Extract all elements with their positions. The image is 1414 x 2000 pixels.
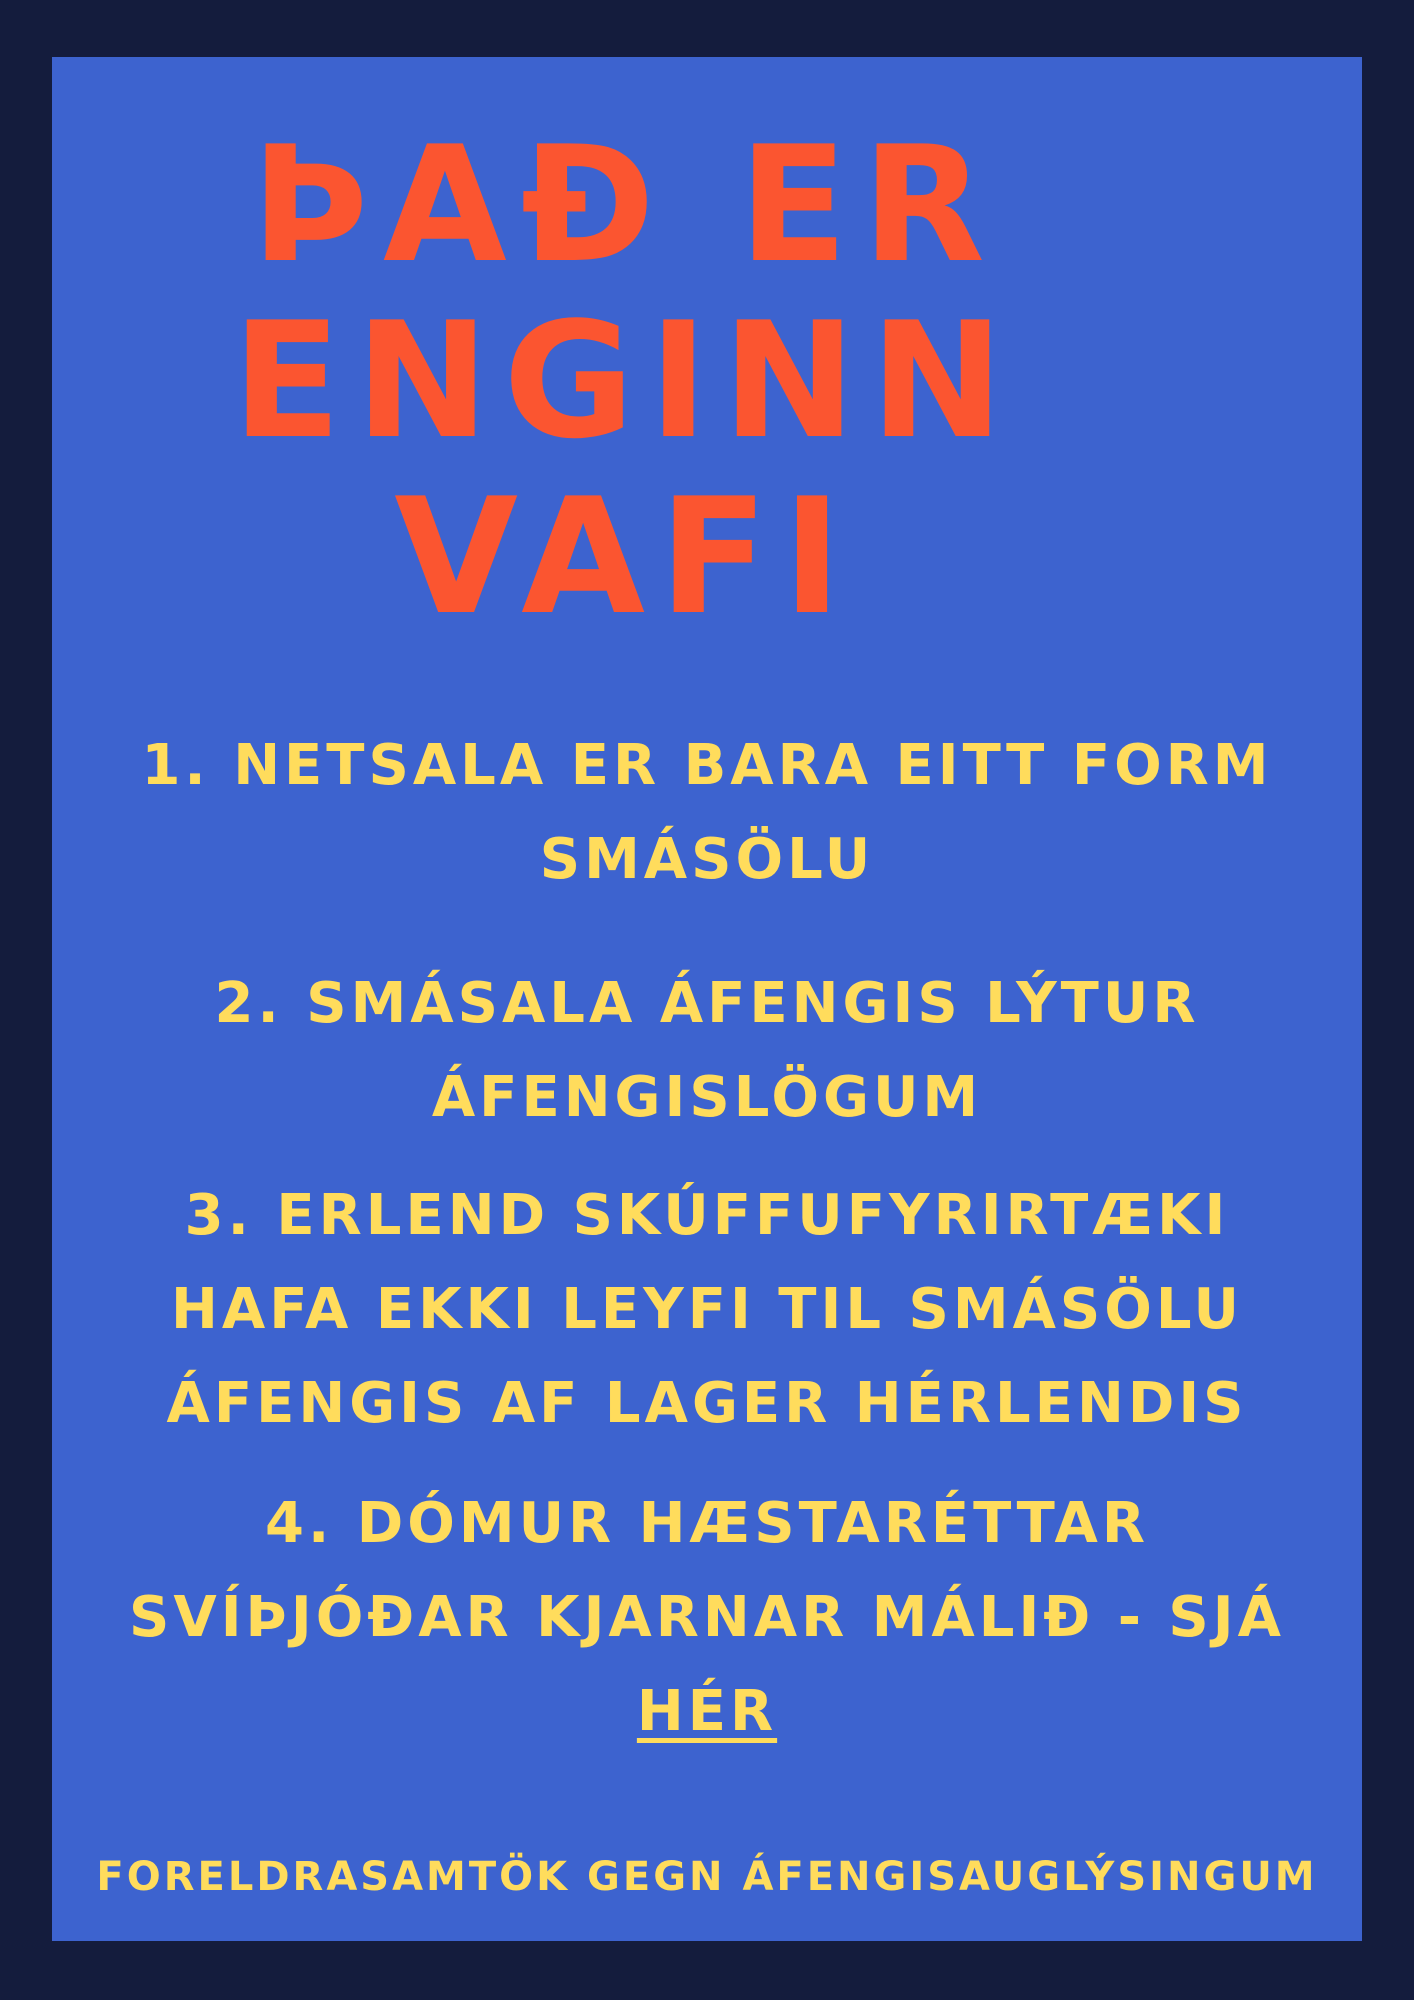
point-3-line-1: 3. ERLEND SKÚFFUFYRIRTÆKI [184,1183,1230,1248]
point-4 [112,1477,1302,1759]
headline-line-1: ÞAÐ ER [250,111,1000,298]
footer-organization: FORELDRASAMTÖK GEGN ÁFENGISAUGLÝSINGUM [96,1854,1318,1900]
headline-line-2: ENGINN [232,287,1018,474]
point-3-line-2: HAFA EKKI LEYFI TIL SMÁSÖLU [170,1277,1244,1342]
point-1-line-2: SMÁSÖLU [539,827,875,892]
headline-line-3: VAFI [394,463,856,650]
poster [52,57,1362,1941]
headline [0,111,1280,650]
point-2-line-2: ÁFENGISLÖGUM [431,1065,983,1130]
point-1-line-1: 1. NETSALA ER BARA EITT FORM [141,733,1273,798]
point-2-line-1: 2. SMÁSALA ÁFENGIS LÝTUR [214,971,1200,1036]
point-1 [112,719,1302,907]
here-link[interactable]: HÉR [636,1679,778,1744]
point-2 [112,957,1302,1145]
point-4-line-1: 4. DÓMUR HÆSTARÉTTAR [265,1491,1149,1556]
point-3-line-3: ÁFENGIS AF LAGER HÉRLENDIS [166,1371,1248,1436]
point-4-link-row [112,1665,1302,1759]
point-3 [112,1169,1302,1451]
point-4-line-2: SVÍÞJÓÐAR KJARNAR MÁLIÐ - SJÁ [129,1585,1285,1650]
